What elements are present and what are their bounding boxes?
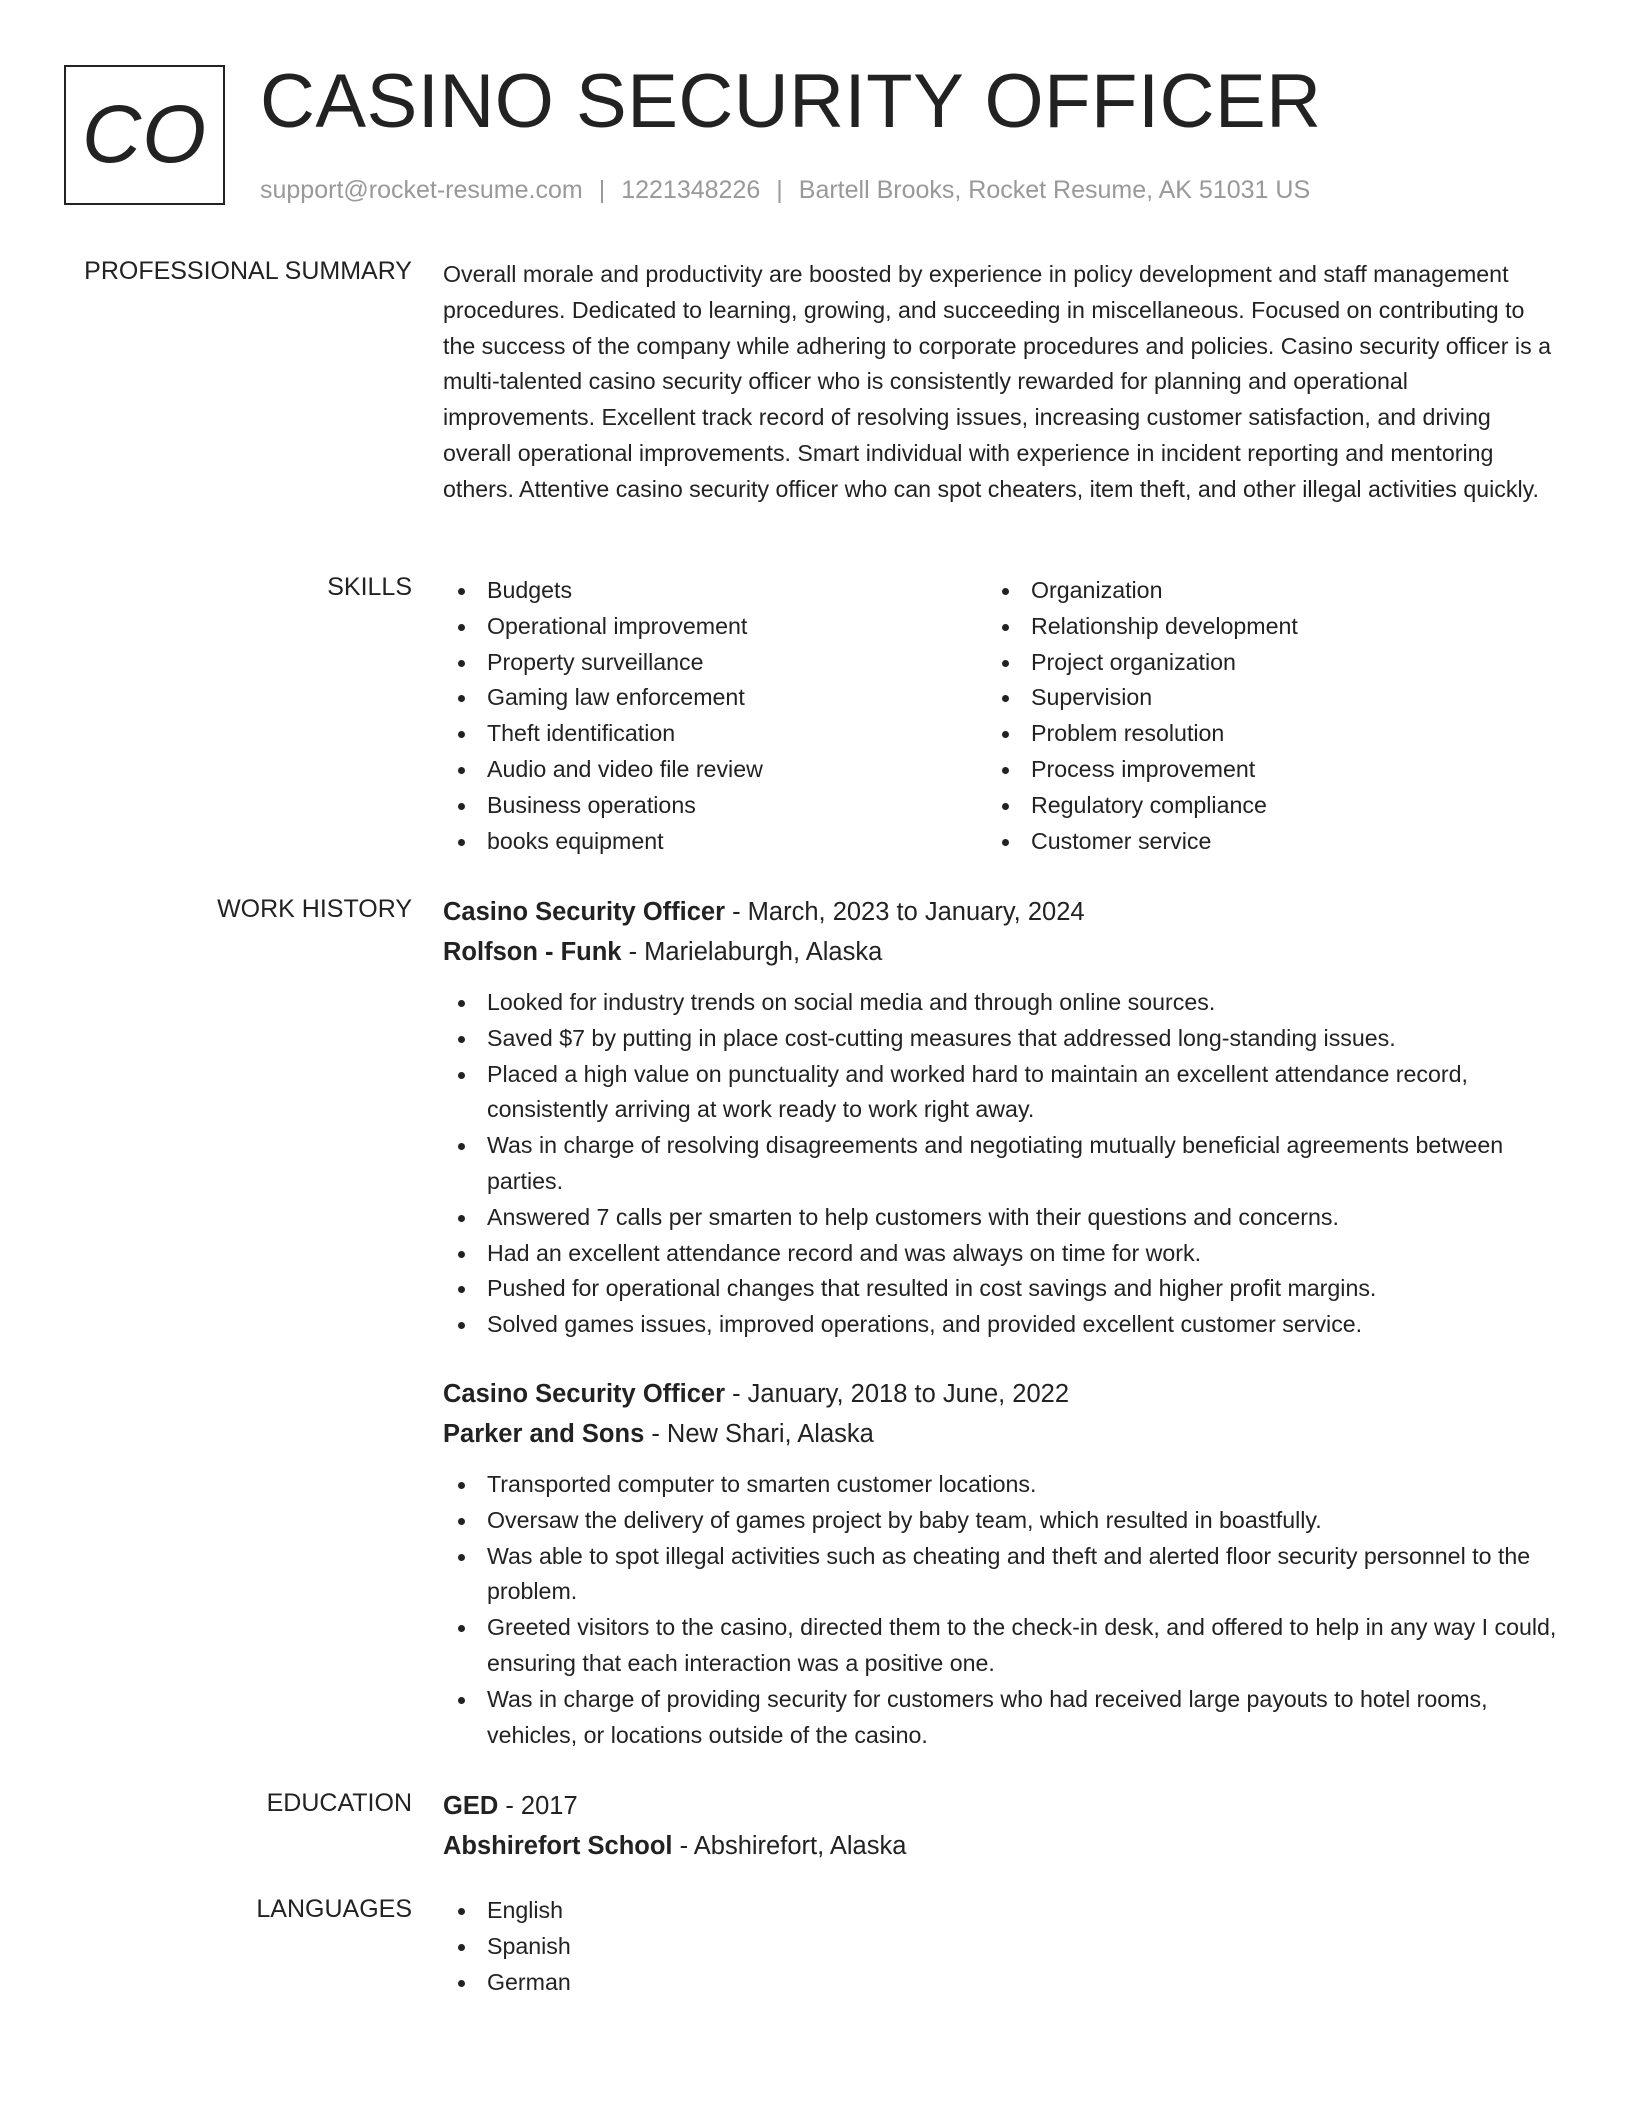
language-item: German bbox=[443, 1965, 943, 2001]
separator: | bbox=[598, 176, 606, 204]
education-year: - 2017 bbox=[498, 1792, 578, 1820]
section-label-work: WORK HISTORY bbox=[217, 895, 412, 923]
monogram-badge: CO bbox=[64, 65, 225, 205]
skill-item: Operational improvement bbox=[443, 609, 983, 645]
contact-line bbox=[260, 172, 1310, 208]
job-bullet: Greeted visitors to the casino, directed them to the check-in desk, and offered to help in any way I could, ensuring that each interaction was a positive one. bbox=[443, 1610, 1568, 1682]
job-bullet: Had an excellent attendance record and was always on time for work. bbox=[443, 1236, 1568, 1272]
language-item: English bbox=[443, 1893, 943, 1929]
contact-email[interactable]: support@rocket-resume.com bbox=[260, 176, 583, 204]
job-bullet: Saved $7 by putting in place cost-cutting measures that addressed long-standing issues. bbox=[443, 1021, 1568, 1057]
job-title-line bbox=[443, 892, 1085, 932]
job-title-line bbox=[443, 1374, 1069, 1414]
skill-item: Audio and video file review bbox=[443, 752, 983, 788]
job-location: - New Shari, Alaska bbox=[644, 1420, 874, 1448]
resume-title: CASINO SECURITY OFFICER bbox=[260, 59, 1322, 144]
skill-item: Gaming law enforcement bbox=[443, 680, 983, 716]
job-bullet: Answered 7 calls per smarten to help customers with their questions and concerns. bbox=[443, 1200, 1568, 1236]
contact-phone[interactable]: 1221348226 bbox=[621, 176, 761, 204]
section-label-languages: LANGUAGES bbox=[256, 1895, 412, 1923]
skill-item: Budgets bbox=[443, 573, 983, 609]
job-title: Casino Security Officer bbox=[443, 1380, 726, 1408]
job-company-line bbox=[443, 1414, 874, 1454]
skill-item: Supervision bbox=[987, 680, 1547, 716]
job-bullets bbox=[443, 1467, 1568, 1753]
job-bullet: Transported computer to smarten customer locations. bbox=[443, 1467, 1568, 1503]
skill-item: Property surveillance bbox=[443, 645, 983, 681]
skill-item: Theft identification bbox=[443, 716, 983, 752]
skill-item: books equipment bbox=[443, 824, 983, 860]
job-bullet: Pushed for operational changes that resulted in cost savings and higher profit margins. bbox=[443, 1271, 1568, 1307]
job-company-line bbox=[443, 932, 882, 972]
section-label-summary: PROFESSIONAL SUMMARY bbox=[84, 257, 412, 285]
job-bullet: Was in charge of resolving disagreements and negotiating mutually beneficial agreements between parties. bbox=[443, 1128, 1568, 1200]
job-title: Casino Security Officer bbox=[443, 898, 726, 926]
job-dates: - March, 2023 to January, 2024 bbox=[725, 898, 1085, 926]
education-degree: GED bbox=[443, 1792, 499, 1820]
language-item: Spanish bbox=[443, 1929, 943, 1965]
education-location: - Abshirefort, Alaska bbox=[672, 1832, 907, 1860]
skill-item: Organization bbox=[987, 573, 1547, 609]
skill-item: Relationship development bbox=[987, 609, 1547, 645]
job-bullet: Was able to spot illegal activities such as cheating and theft and alerted floor security personnel to the problem. bbox=[443, 1539, 1568, 1611]
skill-item: Process improvement bbox=[987, 752, 1547, 788]
education-school-line bbox=[443, 1826, 906, 1866]
job-bullet: Was in charge of providing security for customers who had received large payouts to hotel rooms, vehicles, or locations outside of the casino. bbox=[443, 1682, 1568, 1754]
skills-list-right bbox=[987, 573, 1547, 859]
job-bullet: Placed a high value on punctuality and worked hard to maintain an excellent attendance record, consistently arriving at work ready to work right away. bbox=[443, 1057, 1568, 1129]
contact-address: Bartell Brooks, Rocket Resume, AK 51031 US bbox=[798, 176, 1311, 204]
job-bullet: Solved games issues, improved operations, and provided excellent customer service. bbox=[443, 1307, 1568, 1343]
summary-text: Overall morale and productivity are boosted by experience in policy development and staff management procedures. Dedicated to learning, growing, and succeeding in miscellaneous. Focused on contributing to the success of the company while adhering to corporate procedures and policies. Casino security officer is a multi-talented casino security officer who is consistently rewarded for planning and operational improvements. Excellent track record of resolving issues, increasing customer satisfaction, and driving overall operational improvements. Smart individual with experience in incident reporting and mentoring others. Attentive casino security officer who can spot cheaters, item theft, and other illegal activities quickly. bbox=[443, 261, 1552, 502]
separator: | bbox=[776, 176, 783, 204]
skill-item: Problem resolution bbox=[987, 716, 1547, 752]
skill-item: Regulatory compliance bbox=[987, 788, 1547, 824]
job-bullet: Looked for industry trends on social media and through online sources. bbox=[443, 985, 1568, 1021]
section-label-skills: SKILLS bbox=[327, 573, 412, 601]
job-dates: - January, 2018 to June, 2022 bbox=[725, 1380, 1070, 1408]
skill-item: Customer service bbox=[987, 824, 1547, 860]
job-company: Parker and Sons bbox=[443, 1420, 645, 1448]
job-location: - Marielaburgh, Alaska bbox=[621, 938, 883, 966]
skill-item: Project organization bbox=[987, 645, 1547, 681]
job-company: Rolfson - Funk bbox=[443, 938, 622, 966]
skills-list-left bbox=[443, 573, 983, 859]
job-bullet: Oversaw the delivery of games project by baby team, which resulted in boastfully. bbox=[443, 1503, 1568, 1539]
skill-item: Business operations bbox=[443, 788, 983, 824]
languages-list bbox=[443, 1893, 943, 2000]
job-bullets bbox=[443, 985, 1568, 1343]
education-school: Abshirefort School bbox=[443, 1832, 673, 1860]
section-label-education: EDUCATION bbox=[266, 1789, 412, 1817]
education-degree-line bbox=[443, 1786, 578, 1826]
